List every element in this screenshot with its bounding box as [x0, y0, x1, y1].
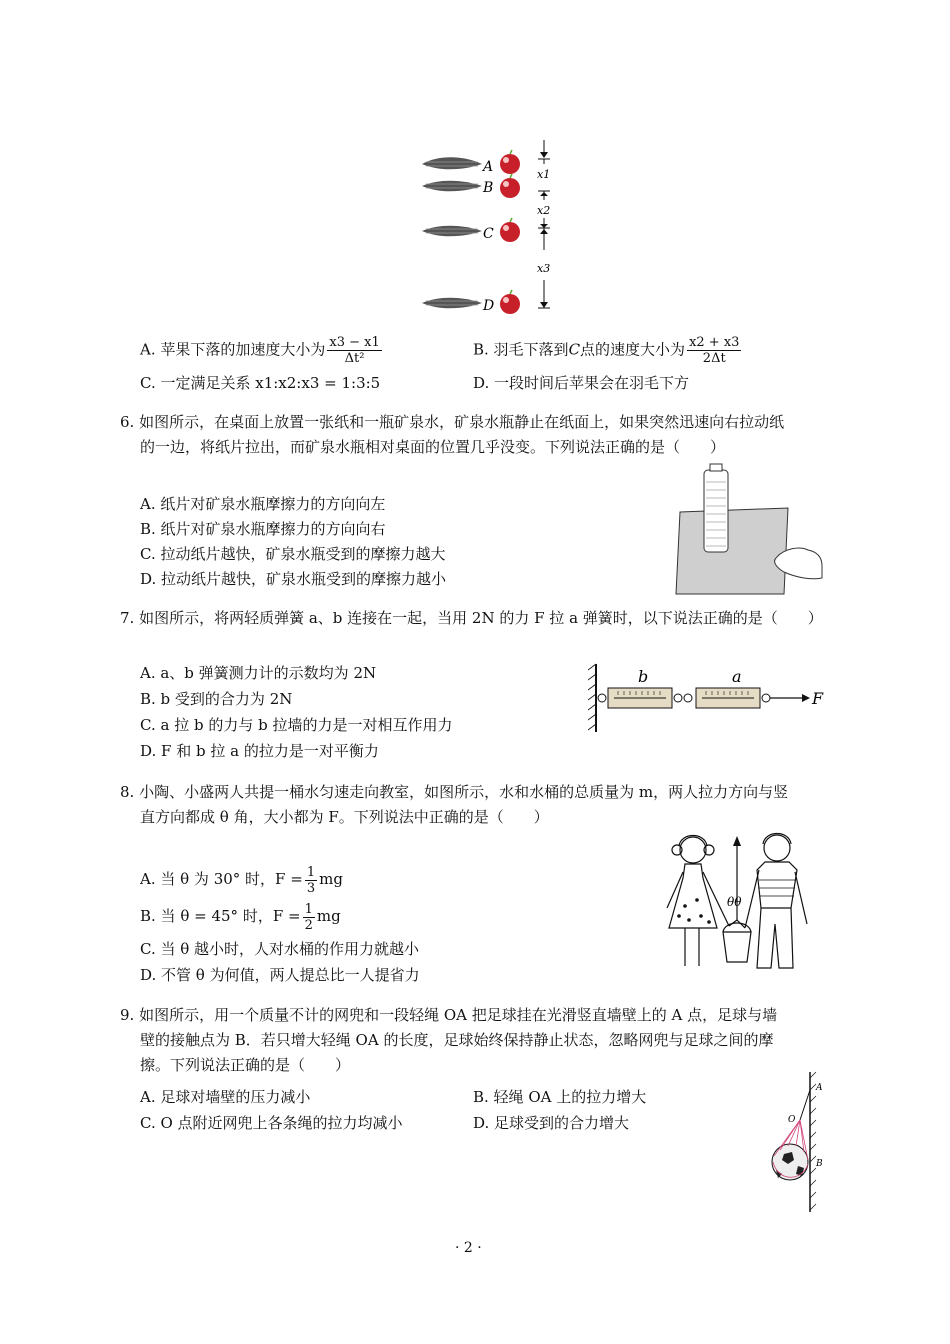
- q5-option-a-numerator: x3 − x1: [329, 335, 380, 350]
- paper: [676, 508, 788, 594]
- label-b: B: [483, 180, 494, 196]
- label-c: C: [483, 226, 494, 242]
- label-a: A: [483, 159, 494, 175]
- page-number: · 2 ·: [455, 1240, 482, 1256]
- q5-option-b: [473, 335, 743, 366]
- q8-option-a: [140, 864, 343, 896]
- q9-option-d: D. 足球受到的合力增大: [473, 1114, 630, 1132]
- q8-option-a-unit: mg: [319, 870, 343, 888]
- q7-option-b: B. b 受到的合力为 2N: [140, 690, 293, 708]
- q5-option-b-text2: 点的速度大小为: [580, 340, 686, 359]
- q6-option-c: C. 拉动纸片越快，矿泉水瓶受到的摩擦力越大: [140, 545, 446, 563]
- q5-option-c: C. 一定满足关系 x1:x2:x3 = 1:3:5: [140, 374, 381, 392]
- q5-option-b-text: B. 羽毛下落到: [473, 340, 569, 359]
- q8-stem-line1: 8. 小陶、小盛两人共提一桶水匀速走向教室，如图所示，水和水桶的总质量为 m，两人拉力方向与竖: [120, 783, 789, 801]
- label-a: A: [816, 1083, 823, 1093]
- bottle-paper-figure: [672, 462, 827, 596]
- feather-apple-figure: [420, 138, 560, 318]
- q8-option-b-unit: mg: [316, 907, 341, 925]
- girl-head: [680, 837, 706, 863]
- q8-option-b-text: B. 当 θ = 45° 时，F =: [140, 907, 301, 925]
- apple-a: [500, 154, 520, 174]
- bucket: [723, 932, 751, 962]
- q9-option-c: C. O 点附近网兜上各条绳的拉力均减小: [140, 1114, 403, 1132]
- q7-option-d: D. F 和 b 拉 a 的拉力是一对平衡力: [140, 742, 379, 760]
- q8-option-c: C. 当 θ 越小时，人对水桶的作用力就越小: [140, 940, 420, 958]
- theta-label: θθ: [727, 895, 742, 909]
- q9-stem-line1: 9. 如图所示，用一个质量不计的网兜和一段轻绳 OA 把足球挂在光滑竖直墙壁上的 A 点，足球与墙: [120, 1006, 778, 1024]
- q8-option-d: D. 不管 θ 为何值，两人提总比一人提省力: [140, 966, 420, 984]
- q8-stem-line2: 直方向都成 θ 角，大小都为 F。下列说法中正确的是（ ）: [140, 808, 549, 826]
- label-b: b: [638, 667, 649, 686]
- q8-option-a-numerator: 1: [306, 864, 316, 880]
- label-x3: x3: [537, 262, 551, 275]
- q5-option-b-var: C: [568, 340, 581, 359]
- q5-option-b-denominator: 2Δt: [702, 351, 726, 366]
- q6-option-b: B. 纸片对矿泉水瓶摩擦力的方向向右: [140, 520, 386, 538]
- q6-option-d: D. 拉动纸片越快，矿泉水瓶受到的摩擦力越小: [140, 570, 447, 588]
- q9-option-a: A. 足球对墙壁的压力减小: [140, 1088, 311, 1106]
- girl-dress: [669, 864, 717, 928]
- q7-option-c: C. a 拉 b 的力与 b 拉墙的力是一对相互作用力: [140, 716, 453, 734]
- q8-option-b-denominator: 2: [304, 917, 313, 933]
- boy-shirt: [757, 862, 797, 908]
- football-wall-figure: [764, 1070, 834, 1215]
- q9-stem-line2: 壁的接触点为 B．若只增大轻绳 OA 的长度，足球始终保持静止状态，忽略网兜与足球之间的摩: [140, 1031, 774, 1049]
- q5-option-d: D. 一段时间后苹果会在羽毛下方: [473, 374, 690, 392]
- q7-stem-line1: 7. 如图所示，将两轻质弹簧 a、b 连接在一起，当用 2N 的力 F 拉 a 弹簧时，以下说法正确的是（ ）: [120, 609, 823, 627]
- apple-d: [500, 294, 520, 314]
- feather-d: [422, 298, 482, 309]
- feather-a: [422, 157, 482, 169]
- q5-option-a-denominator: Δt²: [344, 351, 365, 366]
- q8-option-b: [140, 901, 341, 933]
- label-d: D: [483, 298, 495, 314]
- q6-stem-line1: 6. 如图所示，在桌面上放置一张纸和一瓶矿泉水，矿泉水瓶静止在纸面上，如果突然迅速向右拉动纸: [120, 413, 785, 431]
- q5-option-b-numerator: x2 + x3: [689, 335, 740, 350]
- label-f: F: [812, 689, 824, 708]
- spring-scale-figure: [588, 662, 833, 734]
- label-b: B: [816, 1159, 823, 1169]
- apple-c: [500, 222, 520, 242]
- q8-option-b-numerator: 1: [304, 901, 313, 917]
- feather-b: [422, 181, 482, 192]
- q9-stem-line3: 擦。下列说法正确的是（ ）: [140, 1056, 351, 1074]
- boy-head: [764, 835, 790, 861]
- feather-c: [422, 226, 482, 237]
- label-x1: x1: [537, 168, 551, 181]
- q6-stem-line2: 的一边，将纸片拉出，而矿泉水瓶相对桌面的位置几乎没变。下列说法正确的是（ ）: [140, 438, 726, 456]
- q7-option-a: A. a、b 弹簧测力计的示数均为 2N: [140, 664, 377, 682]
- q8-option-a-denominator: 3: [306, 880, 316, 896]
- q6-option-a: A. 纸片对矿泉水瓶摩擦力的方向向左: [140, 495, 386, 513]
- q5-option-a: [140, 335, 384, 366]
- q8-option-a-text: A. 当 θ 为 30° 时，F =: [140, 870, 303, 888]
- label-x2: x2: [537, 204, 551, 217]
- apple-b: [500, 178, 520, 198]
- rope-oa: [800, 1090, 810, 1120]
- label-o: O: [788, 1115, 796, 1125]
- q5-option-a-text: A. 苹果下落的加速度大小为: [140, 340, 326, 359]
- q9-option-b: B. 轻绳 OA 上的拉力增大: [473, 1088, 647, 1106]
- label-a: a: [732, 667, 742, 686]
- two-kids-bucket-figure: [655, 828, 815, 978]
